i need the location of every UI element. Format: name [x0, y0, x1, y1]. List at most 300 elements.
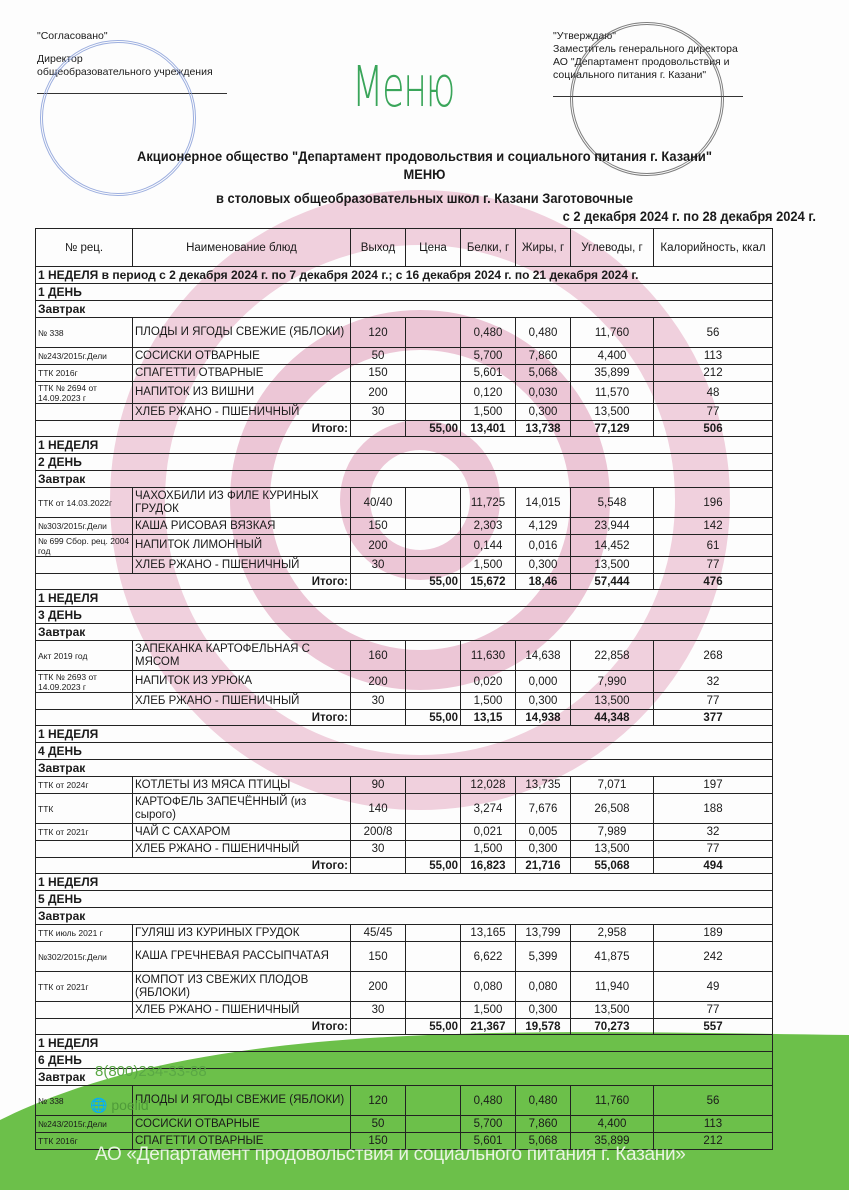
total-c: 57,444 [571, 574, 654, 590]
table-row [36, 404, 773, 421]
total-p: 13,401 [461, 421, 516, 437]
total-label: Итого: [36, 1019, 351, 1035]
approved-label: "Утверждаю" [553, 30, 616, 42]
cell-p: 0,021 [461, 824, 516, 841]
cell-code: ТТК от 2024г [36, 777, 133, 794]
cell-f: 7,860 [516, 1116, 571, 1133]
day-row-label: 4 ДЕНЬ [36, 743, 773, 760]
cell-name: СПАГЕТТИ ОТВАРНЫЕ [133, 1133, 351, 1150]
column-header: Наименование блюд [133, 229, 351, 267]
cell-code: ТТК № 2693 от 14.09.2023 г [36, 671, 133, 693]
day-row [36, 607, 773, 624]
total-f: 19,578 [516, 1019, 571, 1035]
cell-price [406, 777, 461, 794]
total-k: 494 [654, 858, 773, 874]
cell-f: 0,480 [516, 318, 571, 348]
cell-price [406, 382, 461, 404]
cell-code: № 338 [36, 318, 133, 348]
cell-price [406, 348, 461, 365]
table-row [36, 824, 773, 841]
phone-number: 8(800)234-33-88 [95, 1063, 207, 1080]
table-row [36, 794, 773, 824]
cell-name: СОСИСКИ ОТВАРНЫЕ [133, 348, 351, 365]
cell-price [406, 557, 461, 574]
cell-out: 150 [351, 365, 406, 382]
website-text: poelid [111, 1097, 149, 1113]
cell-f: 4,129 [516, 518, 571, 535]
cell-p: 6,622 [461, 942, 516, 972]
cell-code: ТТК от 2021г [36, 972, 133, 1002]
cell-name: ГУЛЯШ ИЗ КУРИНЫХ ГРУДОК [133, 925, 351, 942]
cell-name: ПЛОДЫ И ЯГОДЫ СВЕЖИЕ (ЯБЛОКИ) [133, 1086, 351, 1116]
cell-out: 30 [351, 404, 406, 421]
cell-f: 13,799 [516, 925, 571, 942]
cell-price [406, 404, 461, 421]
cell-code: ТТК июль 2021 г [36, 925, 133, 942]
cell-c: 7,071 [571, 777, 654, 794]
column-header: Выход [351, 229, 406, 267]
cell-name: КОМПОТ ИЗ СВЕЖИХ ПЛОДОВ (ЯБЛОКИ) [133, 972, 351, 1002]
cell-k: 56 [654, 318, 773, 348]
cell-c: 14,452 [571, 535, 654, 557]
cell-c: 11,760 [571, 318, 654, 348]
cell-out: 120 [351, 318, 406, 348]
table-row [36, 777, 773, 794]
column-header: Жиры, г [516, 229, 571, 267]
cell-code [36, 693, 133, 710]
table-row [36, 972, 773, 1002]
cell-k: 77 [654, 693, 773, 710]
day-row-label: 3 ДЕНЬ [36, 607, 773, 624]
cell-k: 212 [654, 365, 773, 382]
cell-k: 196 [654, 488, 773, 518]
week-row [36, 726, 773, 743]
cell-p: 1,500 [461, 557, 516, 574]
cell-out [351, 858, 406, 874]
cell-p: 12,028 [461, 777, 516, 794]
cell-code: №243/2015г.Дели [36, 348, 133, 365]
cell-price [406, 693, 461, 710]
total-f: 18,46 [516, 574, 571, 590]
table-row [36, 518, 773, 535]
cell-name: КАША ГРЕЧНЕВАЯ РАССЫПЧАТАЯ [133, 942, 351, 972]
cell-out: 160 [351, 641, 406, 671]
cell-c: 23,944 [571, 518, 654, 535]
cell-price [406, 488, 461, 518]
cell-code [36, 557, 133, 574]
meal-row-label: Завтрак [36, 624, 773, 641]
cell-code: ТТК [36, 794, 133, 824]
total-row [36, 858, 773, 874]
cell-name: ХЛЕБ РЖАНО - ПШЕНИЧНЫЙ [133, 841, 351, 858]
day-row-label: 6 ДЕНЬ [36, 1052, 773, 1069]
week-row-label: 1 НЕДЕЛЯ [36, 874, 773, 891]
cell-p: 13,165 [461, 925, 516, 942]
subtitle: в столовых общеобразовательных школ г. Казани Заготовочные [216, 190, 633, 206]
meal-row-label: Завтрак [36, 760, 773, 777]
cell-code: ТТК от 2021г [36, 824, 133, 841]
cell-p: 0,144 [461, 535, 516, 557]
cell-k: 113 [654, 348, 773, 365]
cell-k: 189 [654, 925, 773, 942]
cell-out: 120 [351, 1086, 406, 1116]
cell-code [36, 404, 133, 421]
week-row-label: 1 НЕДЕЛЯ [36, 726, 773, 743]
cell-out: 50 [351, 1116, 406, 1133]
cell-price [406, 925, 461, 942]
cell-c: 35,899 [571, 1133, 654, 1150]
table-row [36, 382, 773, 404]
table-row [36, 925, 773, 942]
org-label: АО "Департамент продовольствия и социального питания г. Казани" [553, 56, 730, 81]
cell-out: 90 [351, 777, 406, 794]
total-row [36, 710, 773, 726]
cell-code [36, 1002, 133, 1019]
table-row [36, 641, 773, 671]
cell-price [406, 794, 461, 824]
cell-p: 0,120 [461, 382, 516, 404]
cell-f: 0,300 [516, 557, 571, 574]
week-row [36, 874, 773, 891]
cell-k: 113 [654, 1116, 773, 1133]
cell-k: 32 [654, 824, 773, 841]
total-k: 377 [654, 710, 773, 726]
cell-name: КАРТОФЕЛЬ ЗАПЕЧЁННЫЙ (из сырого) [133, 794, 351, 824]
week-row-label: 1 НЕДЕЛЯ в период с 2 декабря 2024 г. по 7 декабря 2024 г.; с 16 декабря 2024 г. по 21 декабря 2024 г. [36, 267, 773, 284]
cell-p: 1,500 [461, 404, 516, 421]
cell-k: 77 [654, 557, 773, 574]
website [90, 1097, 149, 1114]
table-row [36, 1116, 773, 1133]
cell-p: 5,601 [461, 1133, 516, 1150]
cell-k: 48 [654, 382, 773, 404]
cell-code: ТТК от 14.03.2022г [36, 488, 133, 518]
cell-price [406, 942, 461, 972]
cell-price [406, 824, 461, 841]
cell-p: 11,630 [461, 641, 516, 671]
total-f: 14,938 [516, 710, 571, 726]
total-label: Итого: [36, 421, 351, 437]
total-row [36, 574, 773, 590]
cell-k: 142 [654, 518, 773, 535]
cell-price [406, 841, 461, 858]
cell-out: 30 [351, 693, 406, 710]
cell-f: 0,300 [516, 841, 571, 858]
column-header: Калорийность, ккал [654, 229, 773, 267]
cell-f: 0,300 [516, 693, 571, 710]
cell-name: НАПИТОК ИЗ УРЮКА [133, 671, 351, 693]
cell-p: 0,480 [461, 1086, 516, 1116]
cell-f: 5,068 [516, 365, 571, 382]
period: с 2 декабря 2024 г. по 28 декабря 2024 г. [562, 208, 816, 224]
cell-code: № 338 [36, 1086, 133, 1116]
total-k: 557 [654, 1019, 773, 1035]
total-row [36, 1019, 773, 1035]
total-c: 44,348 [571, 710, 654, 726]
total-p: 16,823 [461, 858, 516, 874]
cell-code: ТТК 2016г [36, 1133, 133, 1150]
table-row [36, 942, 773, 972]
cell-f: 0,005 [516, 824, 571, 841]
cell-k: 268 [654, 641, 773, 671]
cell-name: СОСИСКИ ОТВАРНЫЕ [133, 1116, 351, 1133]
cell-name: ЧАХОХБИЛИ ИЗ ФИЛЕ КУРИНЫХ ГРУДОК [133, 488, 351, 518]
total-f: 13,738 [516, 421, 571, 437]
cell-c: 11,760 [571, 1086, 654, 1116]
table-row [36, 671, 773, 693]
total-price: 55,00 [406, 858, 461, 874]
cell-out [351, 1019, 406, 1035]
cell-k: 77 [654, 841, 773, 858]
cell-c: 13,500 [571, 1002, 654, 1019]
cell-p: 0,480 [461, 318, 516, 348]
column-header: Белки, г [461, 229, 516, 267]
day-row-label: 2 ДЕНЬ [36, 454, 773, 471]
cell-p: 11,725 [461, 488, 516, 518]
day-row-label: 1 ДЕНЬ [36, 284, 773, 301]
cell-c: 2,958 [571, 925, 654, 942]
table-row [36, 318, 773, 348]
cell-f: 13,735 [516, 777, 571, 794]
cell-k: 197 [654, 777, 773, 794]
cell-k: 61 [654, 535, 773, 557]
total-c: 70,273 [571, 1019, 654, 1035]
cell-name: ЗАПЕКАНКА КАРТОФЕЛЬНАЯ С МЯСОМ [133, 641, 351, 671]
week-row [36, 1035, 773, 1052]
cell-out: 150 [351, 518, 406, 535]
globe-icon: 🌐 [90, 1097, 108, 1113]
week-row-label: 1 НЕДЕЛЯ [36, 437, 773, 454]
cell-c: 11,570 [571, 382, 654, 404]
cell-f: 0,030 [516, 382, 571, 404]
cell-p: 5,601 [461, 365, 516, 382]
footer-company: АО «Департамент продовольствия и социального питания г. Казани» [95, 1144, 686, 1165]
cell-out: 40/40 [351, 488, 406, 518]
meal-row [36, 301, 773, 318]
cell-c: 13,500 [571, 557, 654, 574]
total-f: 21,716 [516, 858, 571, 874]
cell-f: 0,080 [516, 972, 571, 1002]
cell-c: 13,500 [571, 693, 654, 710]
cell-code: №303/2015г.Дели [36, 518, 133, 535]
menu-table [35, 228, 773, 1150]
cell-out: 200 [351, 535, 406, 557]
cell-f: 0,016 [516, 535, 571, 557]
week-row-label: 1 НЕДЕЛЯ [36, 1035, 773, 1052]
cell-c: 11,940 [571, 972, 654, 1002]
table-row [36, 1002, 773, 1019]
cell-code [36, 841, 133, 858]
cell-f: 7,860 [516, 348, 571, 365]
cell-name: СПАГЕТТИ ОТВАРНЫЕ [133, 365, 351, 382]
meal-row [36, 760, 773, 777]
cell-name: КОТЛЕТЫ ИЗ МЯСА ПТИЦЫ [133, 777, 351, 794]
total-k: 476 [654, 574, 773, 590]
total-row [36, 421, 773, 437]
cell-out: 30 [351, 557, 406, 574]
cell-c: 41,875 [571, 942, 654, 972]
table-header [36, 229, 773, 267]
cell-p: 1,500 [461, 841, 516, 858]
cell-price [406, 972, 461, 1002]
cell-price [406, 365, 461, 382]
cell-p: 5,700 [461, 348, 516, 365]
cell-c: 13,500 [571, 841, 654, 858]
cell-k: 77 [654, 404, 773, 421]
cell-f: 0,000 [516, 671, 571, 693]
cell-c: 5,548 [571, 488, 654, 518]
meal-row-label: Завтрак [36, 301, 773, 318]
cell-f: 0,300 [516, 404, 571, 421]
role-label: Заместитель генерального директора [553, 43, 738, 55]
cell-c: 22,858 [571, 641, 654, 671]
cell-out: 45/45 [351, 925, 406, 942]
cell-name: ХЛЕБ РЖАНО - ПШЕНИЧНЫЙ [133, 404, 351, 421]
total-k: 506 [654, 421, 773, 437]
cell-price [406, 1086, 461, 1116]
table-row [36, 841, 773, 858]
cell-p: 5,700 [461, 1116, 516, 1133]
total-c: 77,129 [571, 421, 654, 437]
cell-out: 200 [351, 972, 406, 1002]
day-row-label: 5 ДЕНЬ [36, 891, 773, 908]
company-title: Акционерное общество "Департамент продовольствия и социального питания г. Казани" [137, 148, 712, 164]
day-row [36, 743, 773, 760]
meal-row [36, 471, 773, 488]
meal-row-label: Завтрак [36, 908, 773, 925]
total-label: Итого: [36, 710, 351, 726]
cell-p: 3,274 [461, 794, 516, 824]
meal-row [36, 624, 773, 641]
cell-code: ТТК № 2694 от 14.09.2023 г [36, 382, 133, 404]
day-row [36, 891, 773, 908]
column-header: № рец. [36, 229, 133, 267]
cell-f: 5,068 [516, 1133, 571, 1150]
cell-price [406, 318, 461, 348]
cell-name: ХЛЕБ РЖАНО - ПШЕНИЧНЫЙ [133, 1002, 351, 1019]
total-p: 15,672 [461, 574, 516, 590]
total-label: Итого: [36, 858, 351, 874]
cell-price [406, 535, 461, 557]
cell-price [406, 518, 461, 535]
cell-c: 4,400 [571, 348, 654, 365]
menu-title: МЕНЮ [403, 166, 446, 182]
cell-out: 200 [351, 671, 406, 693]
cell-code: №243/2015г.Дели [36, 1116, 133, 1133]
cell-price [406, 671, 461, 693]
cell-out: 200/8 [351, 824, 406, 841]
total-price: 55,00 [406, 1019, 461, 1035]
table-row [36, 535, 773, 557]
cell-p: 0,080 [461, 972, 516, 1002]
cell-code: ТТК 2016г [36, 365, 133, 382]
table-row [36, 488, 773, 518]
day-row [36, 284, 773, 301]
org-label: общеобразовательного учреждения [37, 66, 213, 78]
cell-out [351, 710, 406, 726]
cell-p: 2,303 [461, 518, 516, 535]
cell-price [406, 1116, 461, 1133]
total-p: 13,15 [461, 710, 516, 726]
total-p: 21,367 [461, 1019, 516, 1035]
cell-code: № 699 Сбор. рец. 2004 год [36, 535, 133, 557]
cell-k: 212 [654, 1133, 773, 1150]
cell-out [351, 421, 406, 437]
day-row [36, 454, 773, 471]
cell-code: №302/2015г.Дели [36, 942, 133, 972]
column-header: Углеводы, г [571, 229, 654, 267]
cell-price [406, 1002, 461, 1019]
cell-out: 150 [351, 1133, 406, 1150]
cell-p: 0,020 [461, 671, 516, 693]
cell-c: 13,500 [571, 404, 654, 421]
cell-c: 35,899 [571, 365, 654, 382]
column-header: Цена [406, 229, 461, 267]
cell-f: 14,015 [516, 488, 571, 518]
cell-f: 0,480 [516, 1086, 571, 1116]
cell-name: ХЛЕБ РЖАНО - ПШЕНИЧНЫЙ [133, 557, 351, 574]
cell-name: КАША РИСОВАЯ ВЯЗКАЯ [133, 518, 351, 535]
week-row [36, 267, 773, 284]
table-row [36, 693, 773, 710]
menu-logo: Меню [352, 55, 454, 120]
week-row [36, 437, 773, 454]
cell-name: ХЛЕБ РЖАНО - ПШЕНИЧНЫЙ [133, 693, 351, 710]
cell-p: 1,500 [461, 1002, 516, 1019]
meal-row-label: Завтрак [36, 471, 773, 488]
total-c: 55,068 [571, 858, 654, 874]
total-price: 55,00 [406, 710, 461, 726]
cell-out: 140 [351, 794, 406, 824]
cell-price [406, 641, 461, 671]
cell-p: 1,500 [461, 693, 516, 710]
cell-k: 188 [654, 794, 773, 824]
cell-out: 50 [351, 348, 406, 365]
cell-k: 49 [654, 972, 773, 1002]
total-label: Итого: [36, 574, 351, 590]
cell-f: 0,300 [516, 1002, 571, 1019]
table-row [36, 365, 773, 382]
table-row [36, 348, 773, 365]
cell-k: 77 [654, 1002, 773, 1019]
cell-c: 7,990 [571, 671, 654, 693]
cell-name: ЧАЙ С САХАРОМ [133, 824, 351, 841]
cell-out: 30 [351, 1002, 406, 1019]
total-price: 55,00 [406, 574, 461, 590]
cell-c: 4,400 [571, 1116, 654, 1133]
cell-out: 30 [351, 841, 406, 858]
cell-out [351, 574, 406, 590]
cell-k: 56 [654, 1086, 773, 1116]
role-label: Директор [37, 53, 83, 65]
cell-c: 7,989 [571, 824, 654, 841]
week-row-label: 1 НЕДЕЛЯ [36, 590, 773, 607]
cell-k: 32 [654, 671, 773, 693]
cell-out: 150 [351, 942, 406, 972]
cell-out: 200 [351, 382, 406, 404]
meal-row [36, 908, 773, 925]
total-price: 55,00 [406, 421, 461, 437]
cell-name: НАПИТОК ИЗ ВИШНИ [133, 382, 351, 404]
cell-k: 242 [654, 942, 773, 972]
meal-row-label: Завтрак [36, 1069, 773, 1086]
cell-name: ПЛОДЫ И ЯГОДЫ СВЕЖИЕ (ЯБЛОКИ) [133, 318, 351, 348]
cell-c: 26,508 [571, 794, 654, 824]
cell-code: Акт 2019 год [36, 641, 133, 671]
table-row [36, 557, 773, 574]
cell-f: 14,638 [516, 641, 571, 671]
cell-f: 7,676 [516, 794, 571, 824]
